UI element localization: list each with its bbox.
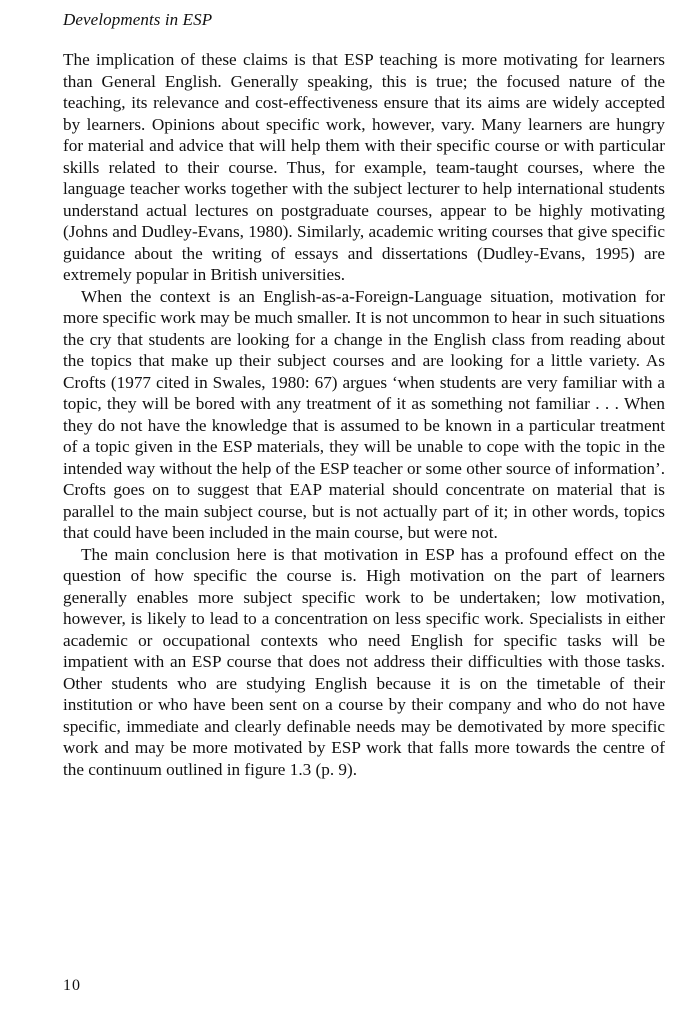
paragraph-3: The main conclusion here is that motivation in ESP has a profound effect on the question of how specific the course is. High motivation on the part of learners generally enables more subject specific work to be undertaken; low motivation, however, is likely to lead to a concentration on less specific work. Specialists in either academic or occupational contexts who need English for specific tasks will be impatient with an ESP course that does not address their difficulties with those tasks. Other students who are studying English because it is on the timetable of their institution or who have been sent on a course by their company and who do not have specific, immediate and clearly definable needs may be demotivated by more specific work and may be more motivated by ESP work that falls more towards the centre of the continuum outlined in figure 1.3 (p. 9). [63,544,665,779]
paragraph-1: The implication of these claims is that ESP teaching is more motivating for learners than General English. Generally speaking, this is true; the focused nature of the teaching, its relevance and cost-effectiveness ensure that its aims are widely accepted by learners. Opinions about specific work, however, vary. Many learners are hungry for material and advice that will help them with their specific course or with particular skills related to their course. Thus, for example, team-taught courses, where the language teacher works together with the subject lecturer to help international students understand actual lectures on postgraduate courses, appear to be highly motivating (Johns and Dudley-Evans, 1980). Similarly, academic writing courses that give specific guidance about the writing of essays and dissertations (Dudley-Evans, 1995) are extremely popular in British universities. [63,50,665,284]
running-head: Developments in ESP [63,10,213,29]
paragraph-2: When the context is an English-as-a-Foreign-Language situation, motivation for more specific work may be much smaller. It is not uncommon to hear in such situations the cry that students are looking for a change in the English class from reading about the topics that make up their subject courses and are looking for a little variety. As Crofts (1977 cited in Swales, 1980: 67) argues ‘when students are very familiar with a topic, they will be bored with any treatment of it as something not familiar . . . When they do not have the knowledge that is assumed to be known in a particular treatment of a topic given in the ESP materials, they will be unable to cope with the topic in the intended way without the help of the ESP teacher or some other source of information’. Crofts goes on to suggest that EAP material should concentrate on material that is parallel to the main subject course, but is not actually part of it; in other words, topics that could have been included in the main course, but were not. [63,286,665,542]
page-number: 10 [63,977,81,994]
body-text [63,49,665,780]
